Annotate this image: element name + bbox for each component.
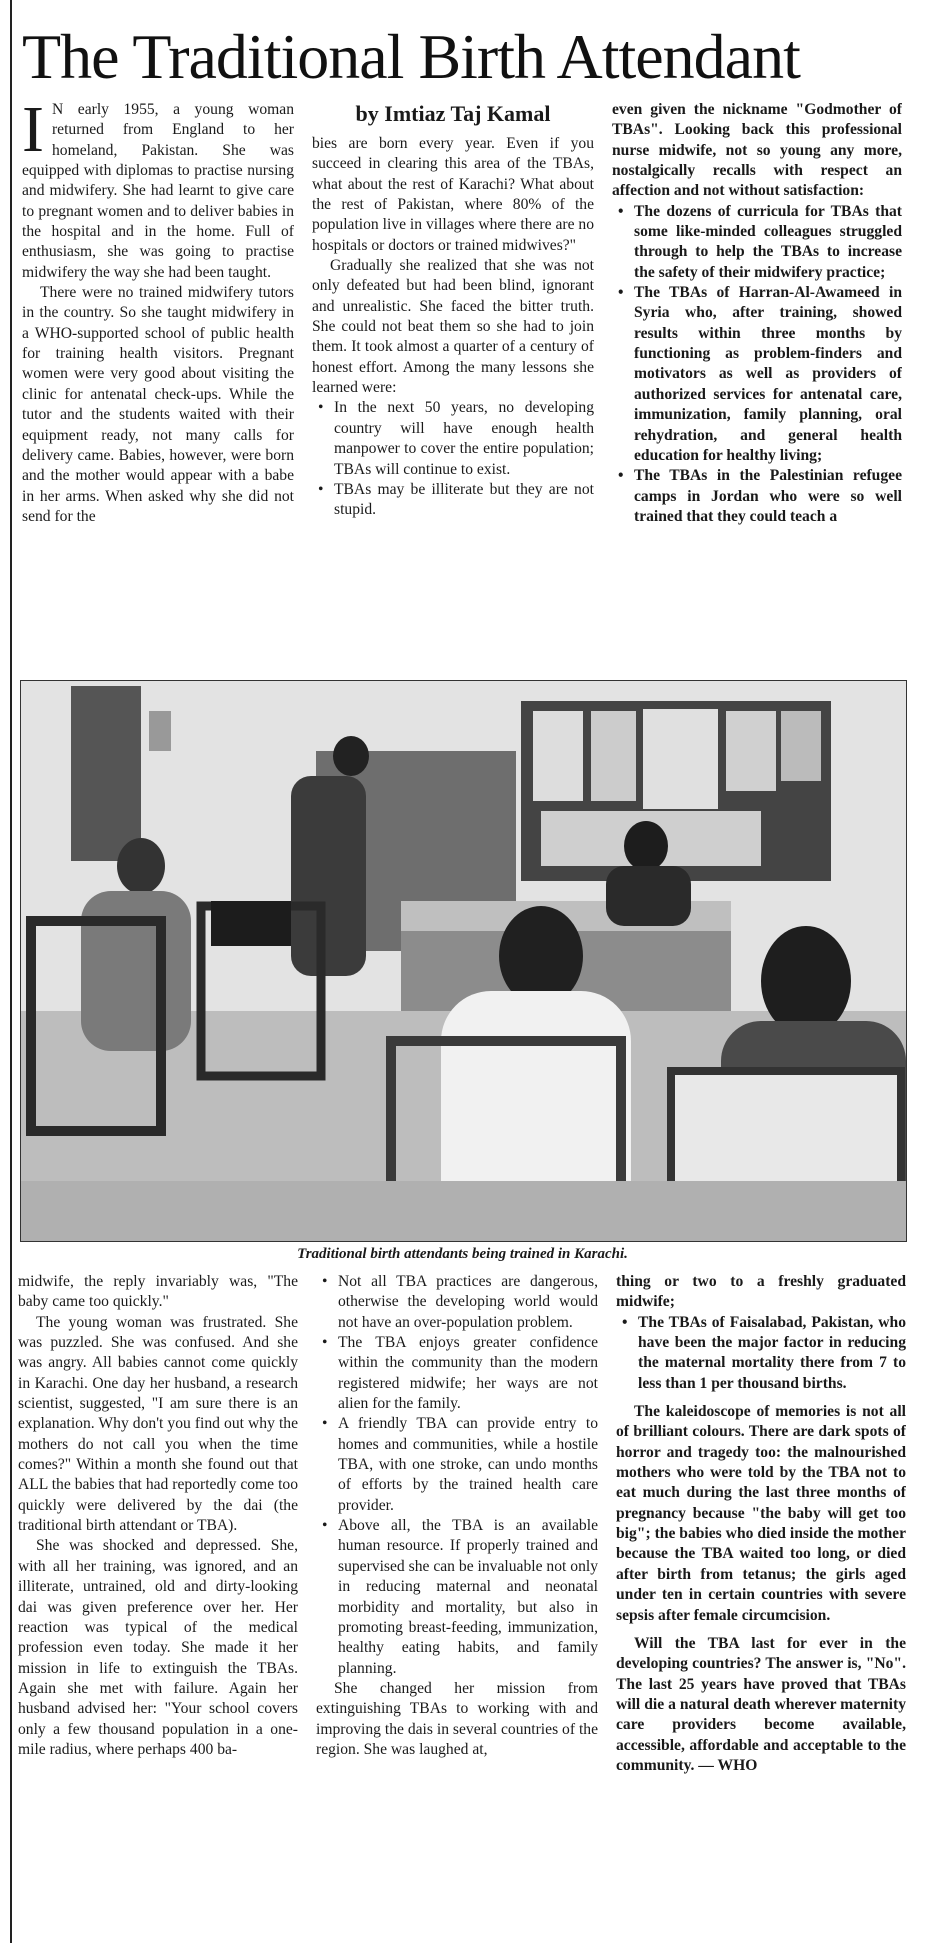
photo-caption: Traditional birth attendants being trained in Karachi. — [297, 1246, 628, 1262]
paragraph: midwife, the reply invariably was, "The baby came too quickly." — [18, 1273, 298, 1311]
memories-list-continued — [616, 1313, 906, 1394]
upper-column-1 — [22, 100, 294, 665]
list-item: • The TBAs of Faisalabad, Pakistan, who have been the major factor in reducing the maternal mortality there from 7 to less than 1 per thousand births. — [638, 1313, 906, 1394]
paragraph: even given the nickname "Godmother of TBAs". Looking back this professional nurse midwife, not so young any more, nostalgically recalls with respect an affection and not without satisfaction: — [612, 101, 902, 200]
paragraph: There were no trained midwifery tutors in the country. So she taught midwifery in a WHO-supported school of public health for training health visitors. Pregnant women were very good about visiting the clinic for antenatal check-ups. While the tutor and the students waited with their equipment ready, not many calls for delivery came. Babies, however, were born and the mother would appear with a babe in her arms. When asked why she did not send for the — [22, 284, 294, 525]
paragraph: The young woman was frustrated. She was puzzled. She was confused. And she was angry. All babies cannot come quickly in Karachi. One day her husband, a research scientist, suggested, "I am sure there is an explanation. Why don't you find out why the mothers do not call you when the time comes?" Within a month she found out that ALL the babies that had reportedly come too quickly were delivered by the dai (the traditional birth attendant or TBA). — [18, 1313, 298, 1535]
lessons-list — [312, 398, 594, 520]
list-item: • The TBAs in the Palestinian refugee camps in Jordan who were so well trained that they could teach a — [634, 466, 902, 527]
list-item: • A friendly TBA can provide entry to homes and communities, while a hostile TBA, with one stroke, can undo months of efforts by the trained health care provider. — [338, 1414, 598, 1516]
list-item: • TBAs may be illiterate but they are not stupid. — [334, 480, 594, 521]
upper-column-2 — [312, 100, 594, 665]
list-item: • Above all, the TBA is an available human resource. If properly trained and supervised she can be invaluable not only in reducing maternal and neonatal morbidity and mortality, but also in promoting breast-feeding, immunization, healthy eating habits, and family planning. — [338, 1516, 598, 1679]
paragraph: The kaleidoscope of memories is not all of brilliant colours. There are dark spots of horror and tragedy too: the malnourished mothers who were told by the TBA not to eat much during the last three months of pregnancy because "the baby will get too big"; the babies who died inside the mother because the TBA waited too long, or died after birth from tetanus; the girls aged under ten in certain countries with severe sepsis after female circumcision. — [616, 1403, 906, 1624]
list-item: • The TBAs of Harran-Al-Awameed in Syria who, after training, showed results within three months by functioning as problem-finders and motivators as well as providers of authorized services for antenatal care, immunization, family planning, oral rehydration, and general health education for healthy living; — [634, 283, 902, 466]
lower-column-1 — [18, 1272, 298, 1940]
memories-list — [612, 202, 902, 528]
list-item: • Not all TBA practices are dangerous, otherwise the developing world would not have an over-population problem. — [338, 1272, 598, 1333]
training-photo — [20, 680, 907, 1242]
paragraph: bies are born every year. Even if you succeed in clearing this area of the TBAs, what about the rest of Karachi? What about the rest of Pakistan, where 80% of the population live in villages where there are no hospitals or doctors or trained midwives?" — [312, 135, 594, 254]
lead-paragraph: I N early 1955, a young woman returned from England to her homeland, Pakistan. She was equipped with diplomas to practise nursing and midwifery. She had learnt to give care to pregnant women and to deliver babies in the hospital and in the home. Full of enthusiasm, she was going to practise midwifery the way she had been taught. — [22, 100, 294, 281]
paragraph: She changed her mission from extinguishing TBAs to working with and improving the dais in several countries of the region. She was laughed at, — [316, 1679, 598, 1758]
drop-cap: I — [22, 100, 44, 166]
list-item: • In the next 50 years, no developing country will have enough health manpower to cover the entire population; TBAs will continue to exist. — [334, 398, 594, 479]
list-item: • The TBA enjoys greater confidence within the community than the modern registered midwife; her ways are not alien for the family. — [338, 1333, 598, 1414]
lower-column-3 — [616, 1272, 906, 1940]
paragraph: She was shocked and depressed. She, with all her training, was ignored, and an illiterate, untrained, old and dirty-looking dai was given preference over her. Her reaction was typical of the medical profession even today. She made it her mission in life to extinguish the TBAs. Again she met with failure. Again her husband advised her: "Your school covers only a few thousand population in a one-mile radius, where perhaps 400 ba- — [18, 1537, 298, 1758]
upper-column-3 — [612, 100, 902, 665]
lessons-list-continued — [316, 1272, 598, 1679]
headline: The Traditional Birth Attendant — [22, 21, 800, 92]
classroom-photo-illustration — [21, 681, 906, 1241]
paragraph: Gradually she realized that she was not only defeated but had been blind, ignorant and unrealistic. She faced the bitter truth. She could not beat them so she had to join them. It took almost a quarter of a century of honest effort. Among the many lessons she learned were: — [312, 257, 594, 397]
paragraph: Will the TBA last for ever in the developing countries? The answer is, "No". The last 25 years have proved that TBAs will die a natural death wherever maternity care providers become available, accessible, affordable and acceptable to the community. — WHO — [616, 1634, 906, 1774]
column-rule — [10, 0, 12, 1943]
paragraph: thing or two to a freshly graduated midwife; — [616, 1273, 906, 1311]
lower-column-2 — [316, 1272, 598, 1940]
byline: by Imtiaz Taj Kamal — [355, 101, 551, 126]
list-item: • The dozens of curricula for TBAs that some like-minded colleagues struggled through to help the TBAs to increase the safety of their midwifery practice; — [634, 202, 902, 283]
